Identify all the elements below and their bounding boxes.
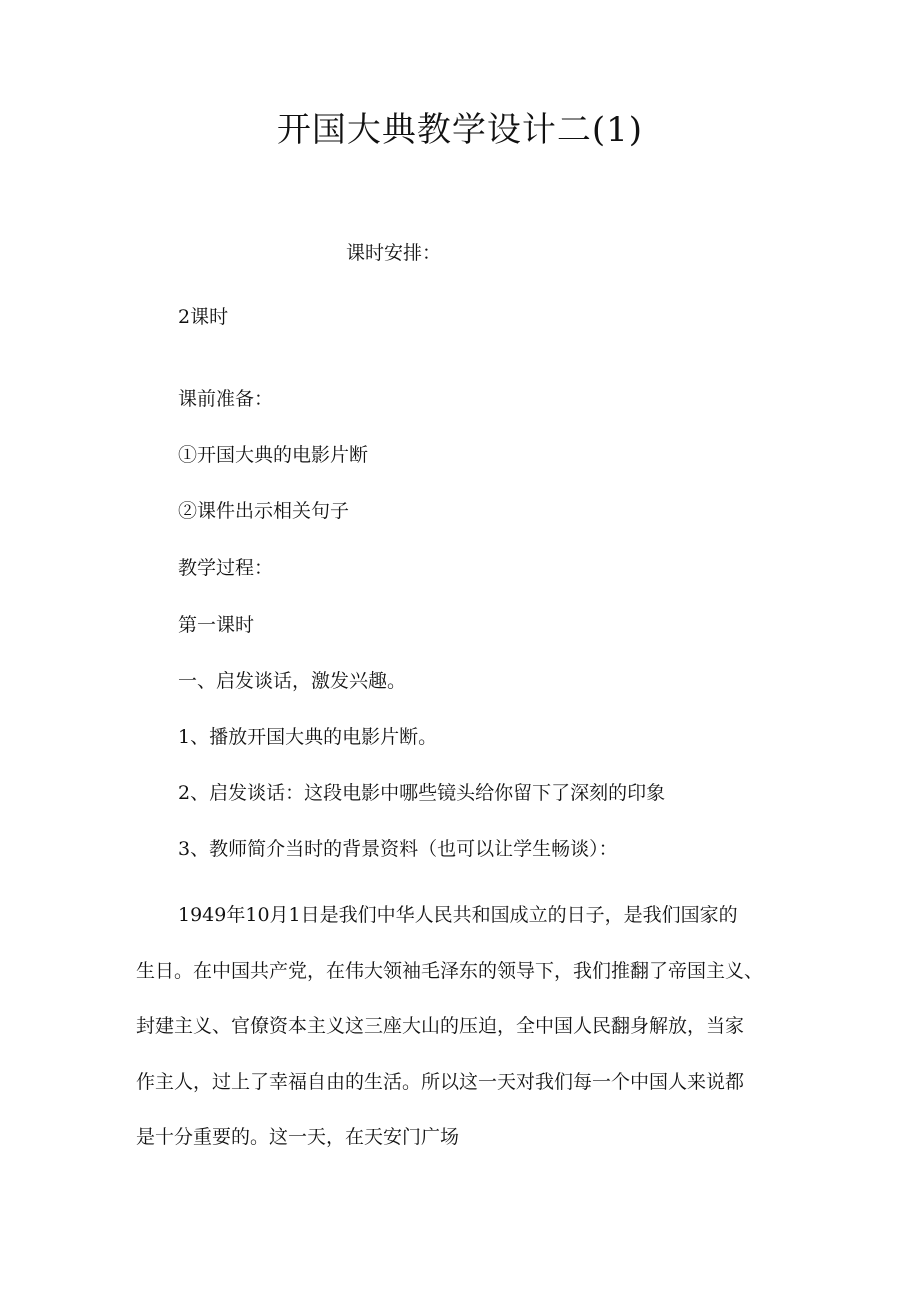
- process-label: 教学过程：: [178, 557, 274, 579]
- prep-label: 课前准备：: [178, 388, 274, 410]
- schedule-label: 课时安排：: [346, 242, 442, 264]
- paragraph-line: 作主人，过上了幸福自由的生活。所以这一天对我们每一个中国人来说都: [136, 1070, 745, 1093]
- paragraph-line: 1949年10月1日是我们中华人民共和国成立的日子，是我们国家的: [178, 904, 738, 926]
- prep-item-1: ①开国大典的电影片断: [178, 444, 369, 466]
- background-paragraph: [136, 888, 786, 1166]
- document-title: 开国大典教学设计二(1): [276, 110, 644, 150]
- paragraph-line: 是十分重要的。这一天，在天安门广场: [136, 1126, 460, 1148]
- step-2: 2、启发谈话：这段电影中哪些镜头给你留下了深刻的印象: [178, 782, 666, 804]
- paragraph-line: 生日。在中国共产党，在伟大领袖毛泽东的领导下，我们推翻了帝国主义、: [136, 959, 764, 982]
- step-1: 1、播放开国大典的电影片断。: [178, 726, 438, 748]
- lesson-label: 第一课时: [178, 614, 255, 636]
- section-heading: 一、启发谈话，激发兴趣。: [178, 670, 407, 692]
- step-3: 3、教师简介当时的背景资料（也可以让学生畅谈）：: [178, 838, 618, 860]
- schedule-value: 2课时: [178, 306, 229, 328]
- paragraph-line: 封建主义、官僚资本主义这三座大山的压迫，全中国人民翻身解放，当家: [136, 1015, 745, 1037]
- prep-item-2: ②课件出示相关句子: [178, 500, 350, 522]
